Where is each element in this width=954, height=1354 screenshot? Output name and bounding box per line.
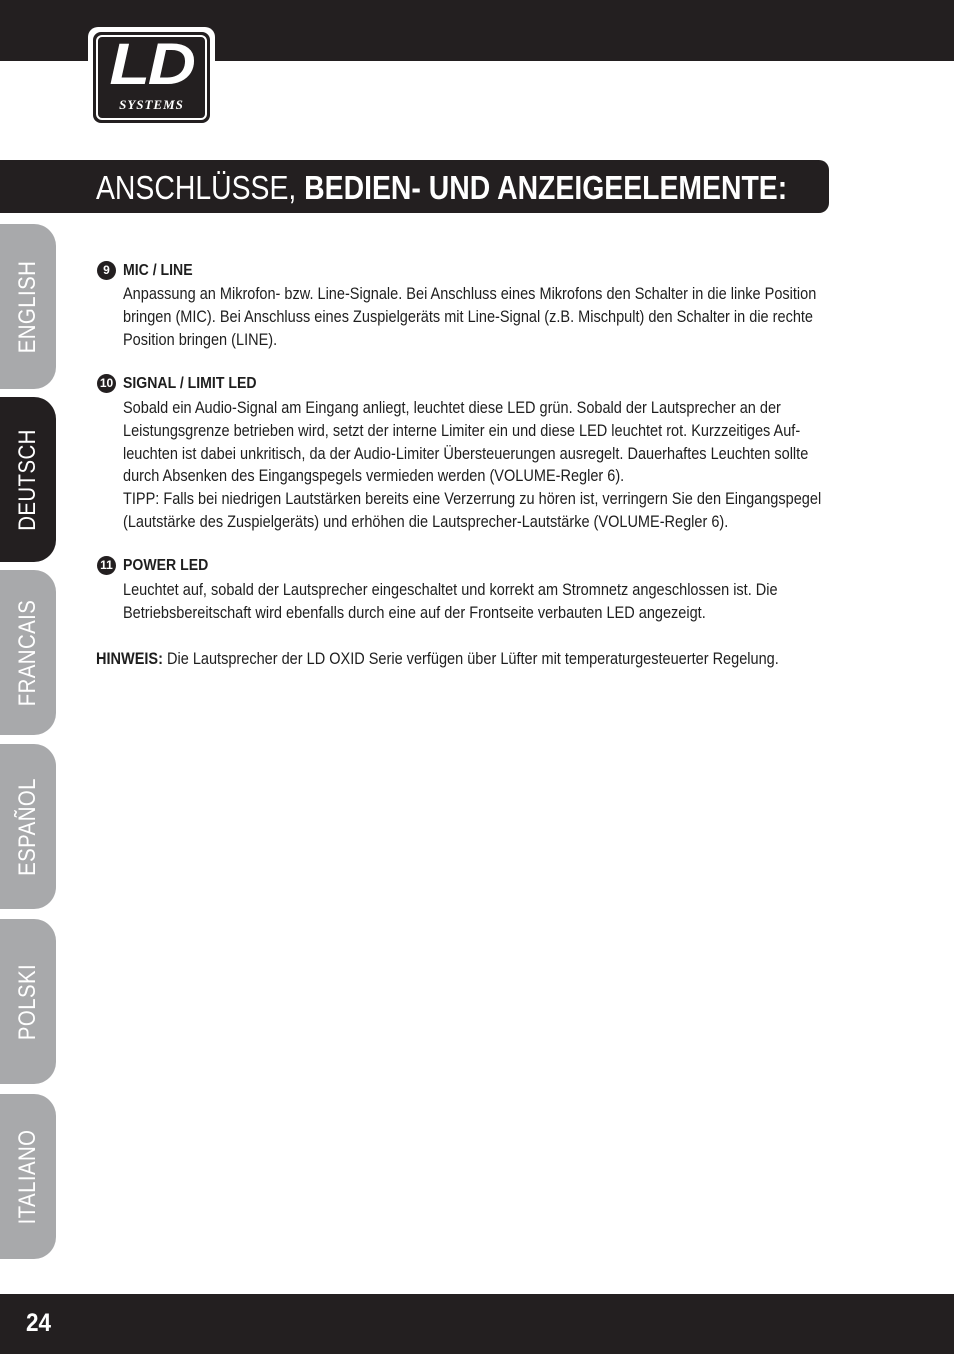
item-title: POWER LED xyxy=(123,557,209,574)
tab-label: ITALIANO xyxy=(14,1129,41,1224)
tab-english[interactable] xyxy=(0,224,56,389)
item-number-badge: 10 xyxy=(97,374,116,393)
footer-bar xyxy=(0,1294,954,1354)
item-description xyxy=(123,397,863,534)
tab-francais[interactable] xyxy=(0,570,56,735)
text-line: (Lautstärke des Zuspielgeräts) und erhöhen die Lautsprecher-Lautstärke (VOLUME-Regler 6). xyxy=(123,512,729,531)
section-title-light: ANSCHLÜSSE, xyxy=(96,169,305,206)
logo-sub-text: SYSTEMS xyxy=(119,97,184,112)
note-label: HINWEIS: xyxy=(96,650,163,668)
text-line: Position bringen (LINE). xyxy=(123,330,278,349)
text-line: Leuchtet auf, sobald der Lautsprecher eingeschaltet und korrekt am Stromnetz angeschlossen ist. Die xyxy=(123,581,778,599)
tab-espanol[interactable] xyxy=(0,744,56,909)
tab-polski[interactable] xyxy=(0,919,56,1084)
text-line: Betriebsbereitschaft wird ebenfalls durch eine auf der Frontseite verbauten LED angezeigt. xyxy=(123,603,706,622)
tab-italiano[interactable] xyxy=(0,1094,56,1259)
page-number: 24 xyxy=(26,1309,52,1337)
item-title: SIGNAL / LIMIT LED xyxy=(123,375,257,392)
item-description xyxy=(123,579,863,625)
item-number-badge: 11 xyxy=(97,556,116,575)
tab-label: ESPAÑOL xyxy=(14,777,41,876)
tab-deutsch[interactable] xyxy=(0,397,56,562)
text-line: TIPP: Falls bei niedrigen Lautstärken bereits eine Verzerrung zu hören ist, verringern Sie den Eingangspegel xyxy=(123,490,822,509)
tab-label: DEUTSCH xyxy=(14,428,41,531)
text-line: durch Absenken des Eingangspegels vermieden werden (VOLUME-Regler 6). xyxy=(123,467,625,486)
ld-systems-logo xyxy=(88,27,215,128)
section-title-bold: BEDIEN- UND ANZEIGEELEMENTE: xyxy=(304,169,788,206)
tab-label: POLSKI xyxy=(14,963,41,1040)
text-line: Leistungsgrenze betrieben wird, setzt der interne Limiter ein und diese LED leuchtet rot. Kurzzeitiges Auf- xyxy=(123,421,801,440)
note-text: Die Lautsprecher der LD OXID Serie verfügen über Lüfter mit temperaturgesteuerter Regelung. xyxy=(162,650,779,668)
section-title xyxy=(96,166,787,210)
text-line: bringen (MIC). Bei Anschluss eines Zuspielgeräts mit Line-Signal (z.B. Mischpult) den Schalter in die rechte xyxy=(123,307,814,326)
text-line: leuchten ist dabei unkritisch, da der Audio-Limiter Übersteuerungen ausregelt. Dauerhaftes Leuchten sollte xyxy=(123,444,809,463)
tab-label: ENGLISH xyxy=(14,260,41,353)
item-description xyxy=(123,283,863,351)
text-line: Anpassung an Mikrofon- bzw. Line-Signale. Bei Anschluss eines Mikrofons den Schalter in die linke Position xyxy=(123,285,817,303)
item-title: MIC / LINE xyxy=(123,262,193,279)
control-item-mic-line xyxy=(96,258,856,349)
item-number-badge: 9 xyxy=(97,261,116,280)
control-item-signal-limit-led xyxy=(96,371,856,531)
logo-main-text: LD xyxy=(109,32,194,97)
text-line: Sobald ein Audio-Signal am Eingang anliegt, leuchtet diese LED grün. Sobald der Lautsprecher an der xyxy=(123,399,781,417)
tab-label: FRANCAIS xyxy=(14,599,41,706)
note-paragraph xyxy=(96,648,779,671)
control-item-power-led xyxy=(96,553,856,622)
